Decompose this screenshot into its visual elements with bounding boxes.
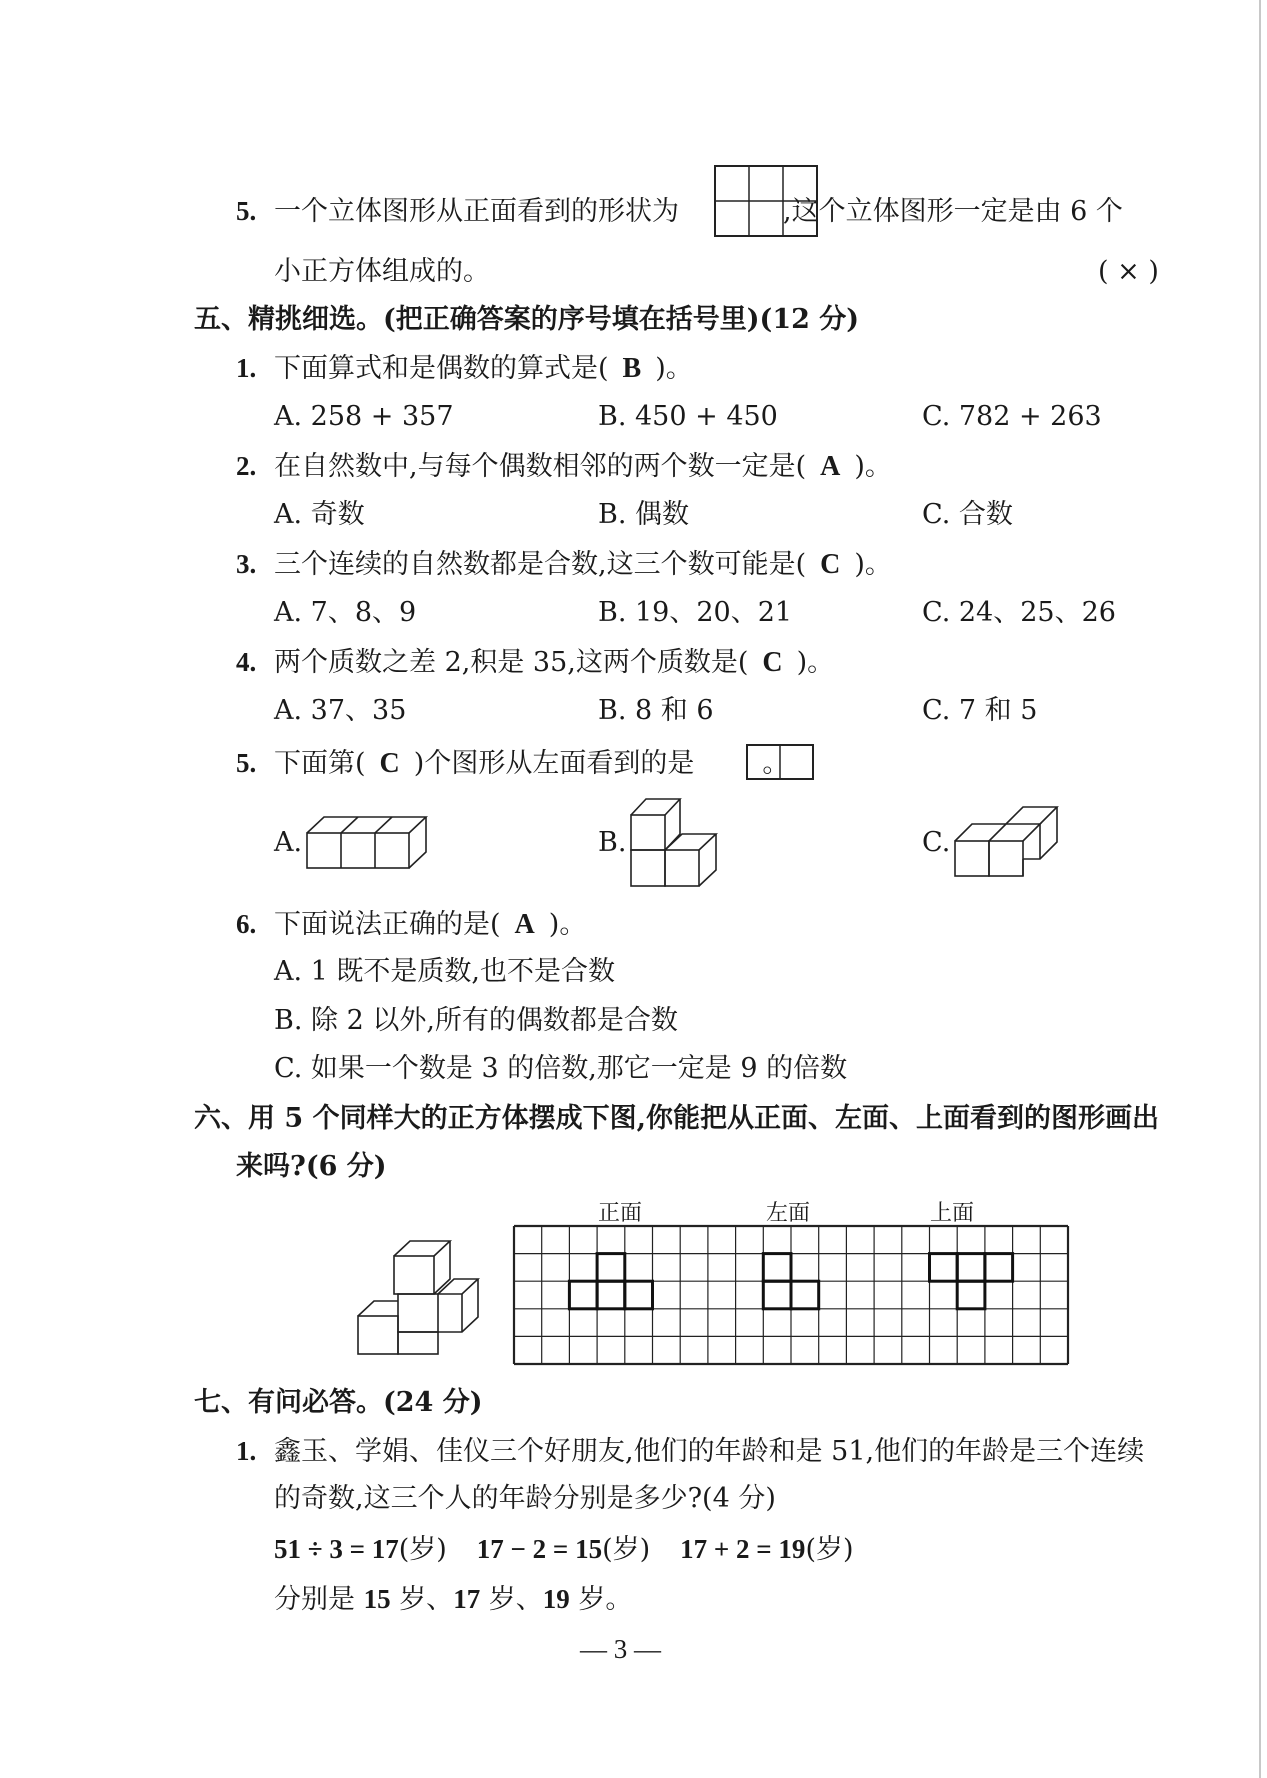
drawn-view-cell: [957, 1281, 985, 1309]
drawn-view-cell: [763, 1254, 791, 1282]
s7-question-1: 1. 鑫玉、学娟、佳仪三个好朋友,他们的年龄和是 51,他们的年龄是三个连续: [236, 1436, 1145, 1467]
section-7-title: 七、有问必答。(24 分): [194, 1387, 483, 1418]
s5-q2-option-a: A. 奇数: [274, 499, 365, 530]
drawn-view-cell: [597, 1254, 625, 1282]
s5-question-2: 2. 在自然数中,与每个偶数相邻的两个数一定是( A )。: [236, 451, 892, 482]
s5-q1-option-c: C. 782 + 263: [922, 401, 1102, 432]
s5-q4-option-c: C. 7 和 5: [922, 695, 1038, 726]
prev-question-5: 5. 一个立体图形从正面看到的形状为 ,这个立体图形一定是由 6 个: [236, 196, 1123, 227]
s5-q1-option-b: B. 450 + 450: [598, 401, 778, 432]
s5-q5-option-b: B.: [598, 827, 627, 858]
s5-q3-option-c: C. 24、25、26: [922, 597, 1116, 628]
s5-question-5: 5. 下面第( C )个图形从左面看到的是 。: [236, 748, 790, 779]
page-number: — 3 —: [580, 1634, 661, 1664]
s7-question-1-line2: 的奇数,这三个人的年龄分别是多少?(4 分): [274, 1483, 776, 1514]
section-5-title: 五、精挑细选。(把正确答案的序号填在括号里)(12 分): [194, 304, 860, 335]
drawn-view-cell: [791, 1281, 819, 1309]
prev-question-5-line2: 小正方体组成的。: [274, 256, 490, 287]
s5-question-4: 4. 两个质数之差 2,积是 35,这两个质数是( C )。: [236, 647, 835, 678]
cube-figure-c: [954, 806, 1060, 878]
s5-question-3: 3. 三个连续的自然数都是合数,这三个数可能是( C )。: [236, 549, 892, 580]
s5-question-1: 1. 下面算式和是偶数的算式是( B )。: [236, 353, 693, 384]
drawn-view-cell: [597, 1281, 625, 1309]
front-view-figure: [714, 165, 818, 237]
s5-q6-option-a: A. 1 既不是质数,也不是合数: [274, 956, 616, 987]
drawn-view-cell: [930, 1254, 958, 1282]
s5-question-6: 6. 下面说法正确的是( A )。: [236, 909, 587, 940]
s5-q4-option-b: B. 8 和 6: [598, 695, 714, 726]
s7-q1-calculation: 51 ÷ 3 = 17(岁) 17 − 2 = 15(岁) 17 + 2 = 19(岁): [274, 1534, 854, 1565]
grid-label-front: 正面: [598, 1201, 643, 1226]
s7-q1-answer: 分别是 15 岁、17 岁、19 岁。: [274, 1584, 633, 1615]
five-cube-figure: [358, 1240, 482, 1358]
s5-q3-option-a: A. 7、8、9: [274, 597, 417, 628]
s5-q6-option-c: C. 如果一个数是 3 的倍数,那它一定是 9 的倍数: [274, 1053, 848, 1084]
drawing-grid: [514, 1226, 1070, 1366]
drawn-view-cell: [625, 1281, 653, 1309]
drawn-view-cell: [569, 1281, 597, 1309]
s5-q5-option-c: C.: [922, 827, 951, 858]
drawn-view-cell: [957, 1254, 985, 1282]
section-6-title-line2: 来吗?(6 分): [236, 1151, 387, 1182]
s5-q4-option-a: A. 37、35: [274, 695, 407, 726]
section-6-title: 六、用 5 个同样大的正方体摆成下图,你能把从正面、左面、上面看到的图形画出: [194, 1103, 1159, 1134]
s5-q2-option-b: B. 偶数: [598, 499, 690, 530]
s5-q5-option-a: A.: [274, 827, 303, 858]
drawn-view-cell: [763, 1281, 791, 1309]
left-view-figure: [746, 744, 814, 780]
s5-q3-option-b: B. 19、20、21: [598, 597, 793, 628]
grid-label-top: 上面: [930, 1201, 975, 1226]
drawn-view-cell: [985, 1254, 1013, 1282]
s5-q6-option-b: B. 除 2 以外,所有的偶数都是合数: [274, 1005, 678, 1036]
s5-q2-option-c: C. 合数: [922, 499, 1013, 530]
prev-question-5-answer: ( × ): [1098, 256, 1159, 287]
page-edge: [1259, 0, 1261, 1778]
grid-label-left: 左面: [766, 1201, 811, 1226]
s5-q1-option-a: A. 258 + 357: [274, 401, 454, 432]
cube-figure-b: [630, 798, 718, 888]
cube-figure-a: [306, 816, 428, 870]
